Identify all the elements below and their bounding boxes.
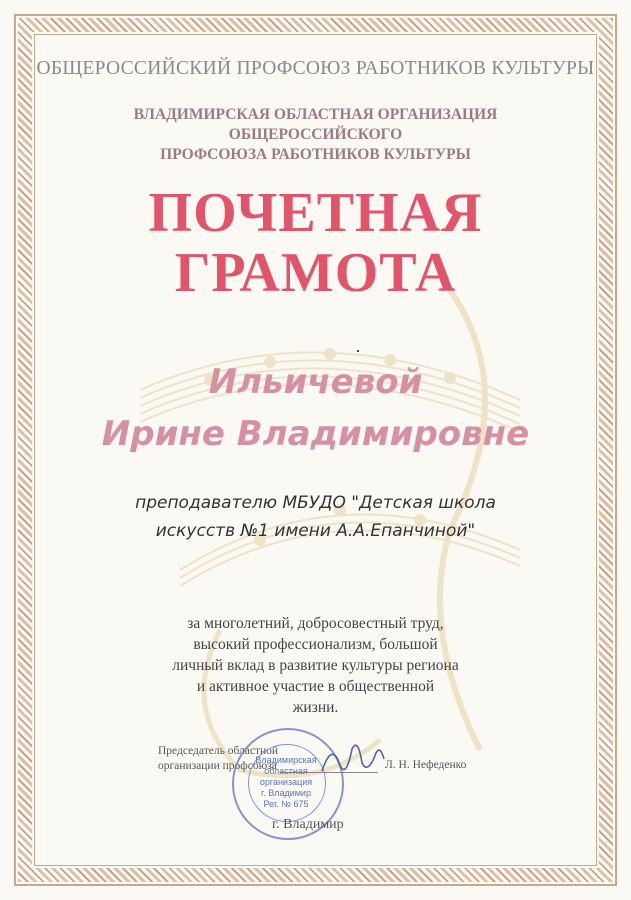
certificate-title-line-2: ГРАМОТА [174, 242, 457, 304]
stray-dot [357, 350, 359, 352]
org-line-2: ОБЩЕРОССИЙСКОГО [228, 126, 403, 143]
signatory-title-line-1: Председатель областной [158, 745, 279, 757]
stamp-line-4: г. Владимир [261, 788, 311, 798]
reason-line-3: личный вклад в развитие культуры региона [172, 657, 459, 674]
org-line-1: ВЛАДИМИРСКАЯ ОБЛАСТНАЯ ОРГАНИЗАЦИЯ [133, 106, 498, 123]
stamp-line-5: Рег. № 675 [263, 799, 309, 809]
position-line-1: преподавателю МБУДО "Детская школа [135, 493, 496, 513]
city-label: г. Владимир [272, 817, 344, 832]
stamp-line-3: организация [259, 777, 313, 787]
org-line-3: ПРОФСОЮЗА РАБОТНИКОВ КУЛЬТУРЫ [160, 146, 471, 163]
stamp-text [252, 755, 320, 810]
recipient-surname: Ильичевой [208, 362, 423, 402]
signatory-name: Л. Н. Нефеденко [385, 759, 467, 771]
reason-line-1: за многолетний, добросовестный труд, [187, 615, 444, 632]
signature-scribble [318, 735, 388, 780]
certificate-title-line-1: ПОЧЕТНАЯ [148, 182, 483, 244]
stamp-line-1: Владимирская [255, 755, 317, 765]
award-reason [0, 613, 631, 718]
stamp-line-2: областная [264, 766, 308, 776]
reason-line-4: и активное участие в общественной [196, 678, 435, 695]
signatory-title-line-2: организации профсоюза [158, 760, 277, 772]
recipient-given-name: Ирине Владимировне [101, 414, 530, 454]
reason-line-5: жизни. [292, 699, 339, 716]
reason-line-2: высокий профессионализм, большой [193, 636, 438, 653]
union-name: ОБЩЕРОССИЙСКИЙ ПРОФСОЮЗ РАБОТНИКОВ КУЛЬТУРЫ [36, 58, 595, 79]
position-line-2: искусств №1 имени А.А.Епанчиной" [155, 521, 476, 541]
recipient-position [0, 489, 631, 545]
organization-name [0, 105, 631, 165]
